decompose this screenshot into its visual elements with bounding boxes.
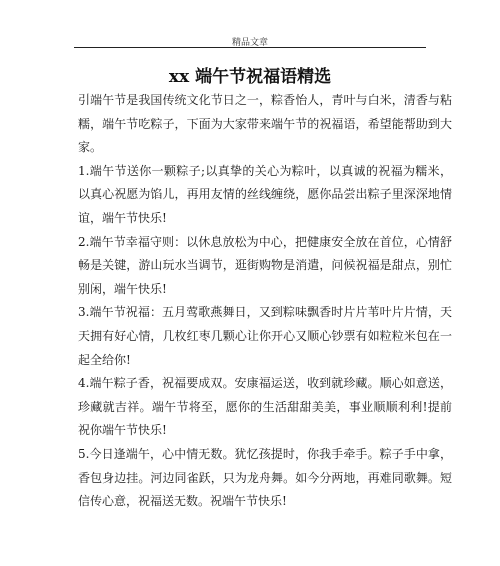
greeting-paragraph-1: 1.端午节送你一颗粽子;以真挚的关心为粽叶，以真诚的祝福为糯米，以真心祝愿为馅儿，再用友情的丝线缠绕，愿你品尝出粽子里深深地情谊，端午节快乐! [78, 163, 452, 225]
intro-paragraph: 引端午节是我国传统文化节日之一，粽香怡人，青叶与白米，清香与粘糯，端午节吃粽子，下面为大家带来端午节的祝福语，希望能帮助到大家。 [78, 93, 452, 155]
document-title: xx 端午节祝福语精选 [168, 67, 332, 87]
greeting-paragraph-2: 2.端午节幸福守则：以休息放松为中心，把健康安全放在首位，心情舒畅是关键，游山玩水当调节，逛街购物是消遣，问候祝福是甜点，别忙别闲，端午快乐! [78, 234, 452, 296]
greeting-paragraph-3: 3.端午节祝福：五月莺歌燕舞日，又到粽味飘香时片片苇叶片片情，天天拥有好心情，几枚红枣几颗心让你开心又顺心钞票有如粒粒米包在一起全给你! [78, 305, 452, 367]
greeting-paragraph-5: 5.今日逢端午，心中情无数。犹忆孩提时，你我手牵手。粽子手中拿，香包身边挂。河边同雀跃，只为龙舟舞。如今分两地，再难同歌舞。短信传心意，祝福送无数。祝端午节快乐! [78, 446, 452, 509]
header-divider [74, 47, 426, 48]
document-body [78, 89, 452, 514]
header-label: 精品文章 [231, 38, 268, 48]
greeting-paragraph-4: 4.端午粽子香，祝福要成双。安康福运送，收到就珍藏。顺心如意送，珍藏就吉祥。端午节将至，愿你的生活甜甜美美，事业顺顺利利!提前祝你端午节快乐! [78, 376, 452, 438]
